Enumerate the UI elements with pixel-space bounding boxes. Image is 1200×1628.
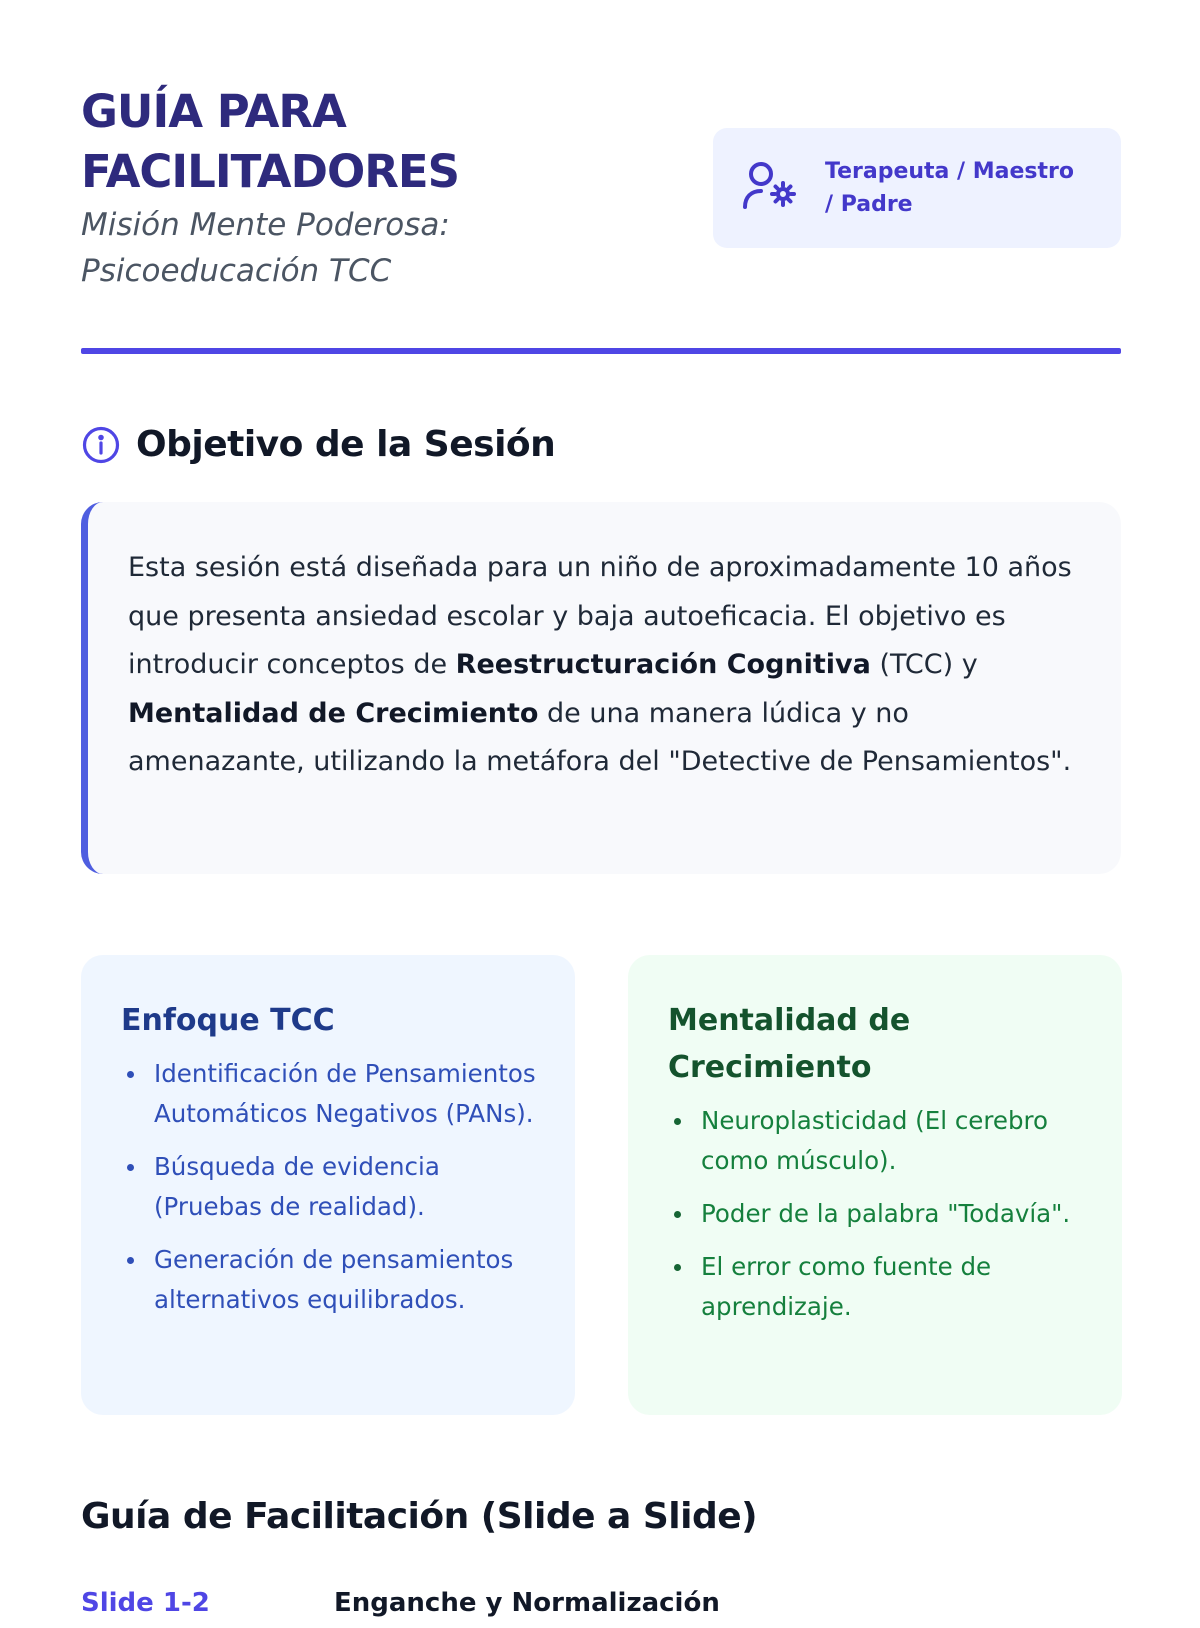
list-item: Búsqueda de evidencia (Pruebas de realidad). bbox=[121, 1147, 537, 1227]
objective-text bbox=[128, 544, 1081, 787]
facilitation-guide-heading: Guía de Facilitación (Slide a Slide) bbox=[81, 1496, 758, 1537]
user-gear-icon bbox=[741, 159, 799, 217]
page-subtitle: Misión Mente Poderosa: Psicoeducación TCC bbox=[81, 207, 450, 289]
objective-text-part: Esta sesión está diseñada para un niño de aproximadamente 10 años que presenta ansiedad escolar y baja autoeficacia. El objetivo es introducir conceptos de bbox=[128, 552, 1072, 680]
role-badge bbox=[713, 128, 1121, 248]
growth-mindset-card bbox=[628, 955, 1122, 1415]
objective-heading: Objetivo de la Sesión bbox=[136, 424, 556, 465]
info-circle-icon bbox=[81, 425, 121, 465]
tcc-list bbox=[121, 1054, 537, 1320]
objective-text-part: de una manera lúdica y no amenazante, utilizando la metáfora del "Detective de Pensamientos". bbox=[128, 697, 1072, 777]
growth-list bbox=[668, 1101, 1084, 1327]
list-item: Neuroplasticidad (El cerebro como músculo). bbox=[668, 1101, 1084, 1181]
slide-row bbox=[81, 1588, 1121, 1628]
page-header bbox=[81, 82, 1121, 352]
objective-panel bbox=[81, 502, 1121, 874]
objective-bold-term: Mentalidad de Crecimiento bbox=[128, 697, 539, 729]
objective-heading-row bbox=[81, 424, 555, 465]
list-item: El error como fuente de aprendizaje. bbox=[668, 1247, 1084, 1327]
list-item: Generación de pensamientos alternativos equilibrados. bbox=[121, 1240, 537, 1320]
objective-text-part: (TCC) y bbox=[870, 649, 978, 680]
page-title: GUÍA PARA FACILITADORES bbox=[81, 85, 460, 198]
slide-number: Slide 1-2 bbox=[81, 1588, 210, 1618]
list-item: Identificación de Pensamientos Automáticos Negativos (PANs). bbox=[121, 1054, 537, 1134]
list-item: Poder de la palabra "Todavía". bbox=[668, 1194, 1084, 1234]
slide-description: Enganche y Normalización bbox=[334, 1588, 720, 1618]
tcc-approach-card bbox=[81, 955, 575, 1415]
header-divider bbox=[81, 348, 1121, 354]
growth-card-heading: Mentalidad de Crecimiento bbox=[668, 1003, 911, 1085]
tcc-card-heading: Enfoque TCC bbox=[121, 1003, 335, 1038]
objective-bold-term: Reestructuración Cognitiva bbox=[455, 649, 871, 680]
role-badge-label: Terapeuta / Maestro / Padre bbox=[825, 159, 1074, 217]
